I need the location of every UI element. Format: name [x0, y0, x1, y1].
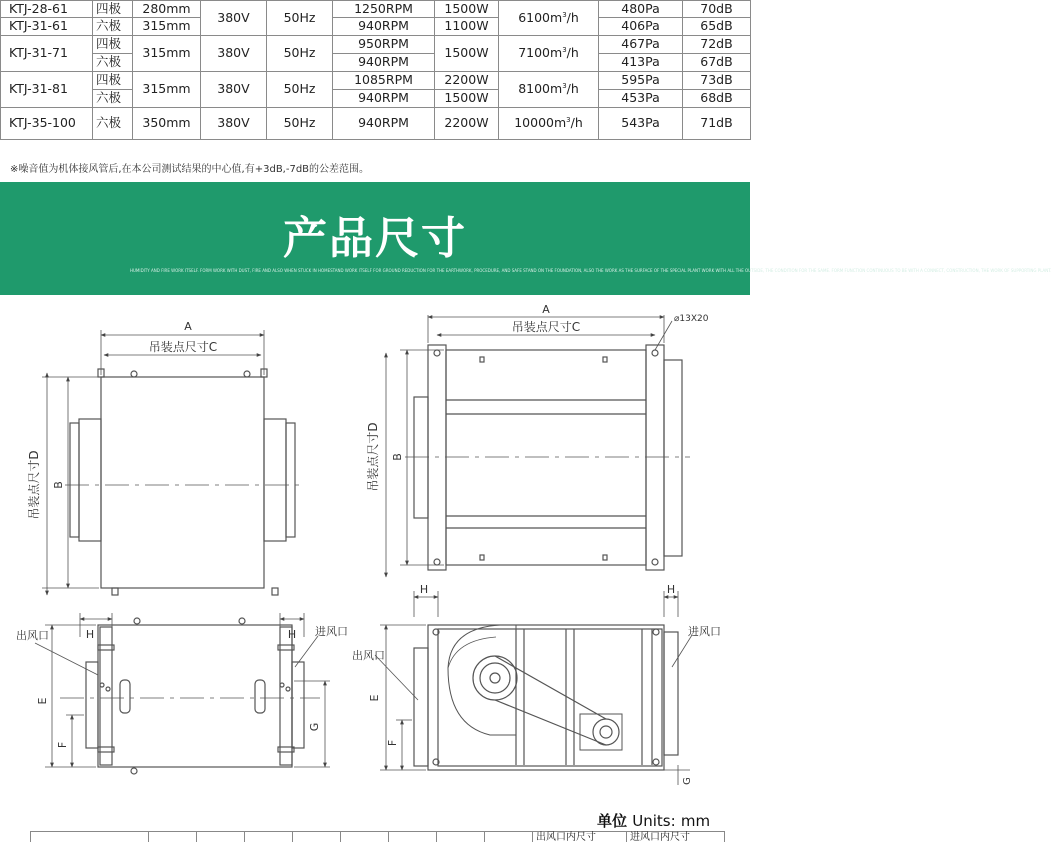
exponent: 3: [562, 82, 567, 91]
voltage-cell: 380V: [201, 36, 267, 72]
dim-f-label: F: [56, 741, 69, 749]
rpm-cell: 1250RPM: [333, 1, 435, 18]
dim-c-label: 吊装点尺寸C: [148, 340, 218, 354]
airflow-value: $7100m^3/h$: [518, 45, 579, 61]
pole-cell: 六极: [93, 108, 133, 140]
exponent: 3: [562, 10, 567, 19]
exponent: 3: [566, 116, 571, 125]
pole-cell: 四极: [93, 72, 133, 90]
noise-cell: 71dB: [683, 108, 751, 140]
voltage-cell: 380V: [201, 1, 267, 36]
dim-d-label: 吊装点尺寸D: [366, 422, 380, 492]
dim-g-label: G: [682, 777, 693, 785]
table-row: [1, 18, 751, 36]
banner-fine-print: HUMIDITY AND FIRE WORK ITSELF. FORM WORK WITH DUST, FIRE AND ALSO WHEN STUCK IN HOMESTAND WORK ITSELF FOR GROUND REDUCTION FOR THE EARTHWORK, PROCEDURE, AND SAFE STAND ON THE FOUNDATION, ALSO THE WORK AS THE SURFACE OF THE SPECIAL PLANT WORK WITH ALL THE OUTSIDE, THE CONDITION FOR THE SAME. FORM FUNCTION CONTINUOUS TO BE WITH A CONNECT, CONSTRUCTION, THE WORK OF SUPPORTING PLANT.: [130, 268, 1051, 273]
section-banner: [0, 182, 1051, 295]
dim-a-label: A: [184, 320, 192, 333]
pressure-cell: 406Pa: [599, 18, 683, 36]
dimension-table-header: [30, 831, 725, 841]
frequency-cell: 50Hz: [267, 108, 333, 140]
dim-e-label: E: [36, 697, 49, 705]
model-cell: KTJ-31-71: [1, 36, 93, 72]
rpm-cell: 940RPM: [333, 54, 435, 72]
power-cell: 1500W: [435, 36, 499, 72]
model-cell: KTJ-31-81: [1, 72, 93, 108]
units-cn: 单位: [597, 812, 628, 830]
mounting-hole-label: ⌀13X20: [674, 314, 709, 324]
side-view-right: [375, 591, 692, 785]
section-title: 产品尺寸: [283, 213, 467, 264]
pole-cell: 四极: [93, 1, 133, 18]
table-row: [1, 108, 751, 140]
voltage-cell: 380V: [201, 72, 267, 108]
pressure-cell: 413Pa: [599, 54, 683, 72]
dim-d-label: 吊装点尺寸D: [27, 450, 41, 520]
diameter-cell: 315mm: [133, 72, 201, 108]
units-value: mm: [680, 812, 711, 830]
frequency-cell: 50Hz: [267, 72, 333, 108]
diameter-cell: 315mm: [133, 18, 201, 36]
rpm-cell: 940RPM: [333, 18, 435, 36]
dim-f-label: F: [386, 739, 399, 747]
dim-h-label: H: [666, 583, 676, 596]
noise-tolerance-note: ※噪音值为机体接风管后,在本公司测试结果的中心值,有+3dB,-7dB的公差范围。: [10, 164, 370, 175]
exponent: 3: [562, 46, 567, 55]
diameter-cell: 350mm: [133, 108, 201, 140]
airflow-value: $6100m^3/h$: [518, 9, 579, 25]
dim-h-label: H: [85, 628, 95, 641]
airflow-value: $10000m^3/h$: [514, 115, 583, 131]
noise-cell: 67dB: [683, 54, 751, 72]
power-cell: 1500W: [435, 1, 499, 18]
pole-cell: 六极: [93, 18, 133, 36]
units-caption: [597, 810, 710, 831]
table-row: [1, 36, 751, 54]
dim-b-label: B: [52, 481, 65, 489]
airflow-cell: [499, 1, 599, 36]
table-row: [1, 72, 751, 90]
pole-cell: 六极: [93, 90, 133, 108]
dimension-drawings: [0, 295, 750, 810]
top-view-left: [42, 330, 300, 595]
pressure-cell: 543Pa: [599, 108, 683, 140]
voltage-cell: 380V: [201, 108, 267, 140]
model-cell: KTJ-35-100: [1, 108, 93, 140]
pole-cell: 六极: [93, 54, 133, 72]
pressure-cell: 595Pa: [599, 72, 683, 90]
diameter-cell: 280mm: [133, 1, 201, 18]
rpm-cell: 1085RPM: [333, 72, 435, 90]
dim-g-label: G: [308, 722, 321, 732]
dim-e-label: E: [368, 694, 381, 702]
outlet-label: 出风口: [16, 629, 49, 642]
noise-cell: 70dB: [683, 1, 751, 18]
frequency-cell: 50Hz: [267, 1, 333, 36]
top-view-right: [386, 315, 690, 577]
power-cell: 2200W: [435, 72, 499, 90]
table-row: [1, 1, 751, 18]
outlet-label: 出风口: [352, 649, 385, 662]
diameter-cell: 315mm: [133, 36, 201, 72]
noise-cell: 73dB: [683, 72, 751, 90]
side-view-left: [35, 613, 330, 774]
rpm-cell: 950RPM: [333, 36, 435, 54]
noise-cell: 72dB: [683, 36, 751, 54]
power-cell: 2200W: [435, 108, 499, 140]
inlet-label: 进风口: [688, 625, 721, 638]
power-cell: 1100W: [435, 18, 499, 36]
power-cell: 1500W: [435, 90, 499, 108]
airflow-value: $8100m^3/h$: [518, 81, 579, 97]
noise-cell: 68dB: [683, 90, 751, 108]
dim-c-label: 吊装点尺寸C: [511, 320, 581, 334]
model-cell: KTJ-31-61: [1, 18, 93, 36]
noise-cell: 65dB: [683, 18, 751, 36]
inlet-size-header: 进风口内尺寸: [630, 832, 690, 843]
dim-h-label: H: [287, 628, 297, 641]
units-en: Units:: [632, 812, 676, 830]
inlet-label: 进风口: [315, 625, 348, 638]
pressure-cell: 453Pa: [599, 90, 683, 108]
dim-h-label: H: [419, 583, 429, 596]
pole-cell: 四极: [93, 36, 133, 54]
airflow-cell: [499, 72, 599, 108]
rpm-cell: 940RPM: [333, 108, 435, 140]
airflow-cell: [499, 36, 599, 72]
airflow-cell: [499, 108, 599, 140]
outlet-size-header: 出风口内尺寸: [536, 832, 596, 843]
pressure-cell: 467Pa: [599, 36, 683, 54]
rpm-cell: 940RPM: [333, 90, 435, 108]
dim-b-label: B: [391, 453, 404, 461]
frequency-cell: 50Hz: [267, 36, 333, 72]
dim-a-label: A: [542, 303, 550, 316]
table-row: [1, 54, 751, 72]
pressure-cell: 480Pa: [599, 1, 683, 18]
model-cell: KTJ-28-61: [1, 1, 93, 18]
table-row: [1, 90, 751, 108]
spec-table: [0, 0, 751, 140]
